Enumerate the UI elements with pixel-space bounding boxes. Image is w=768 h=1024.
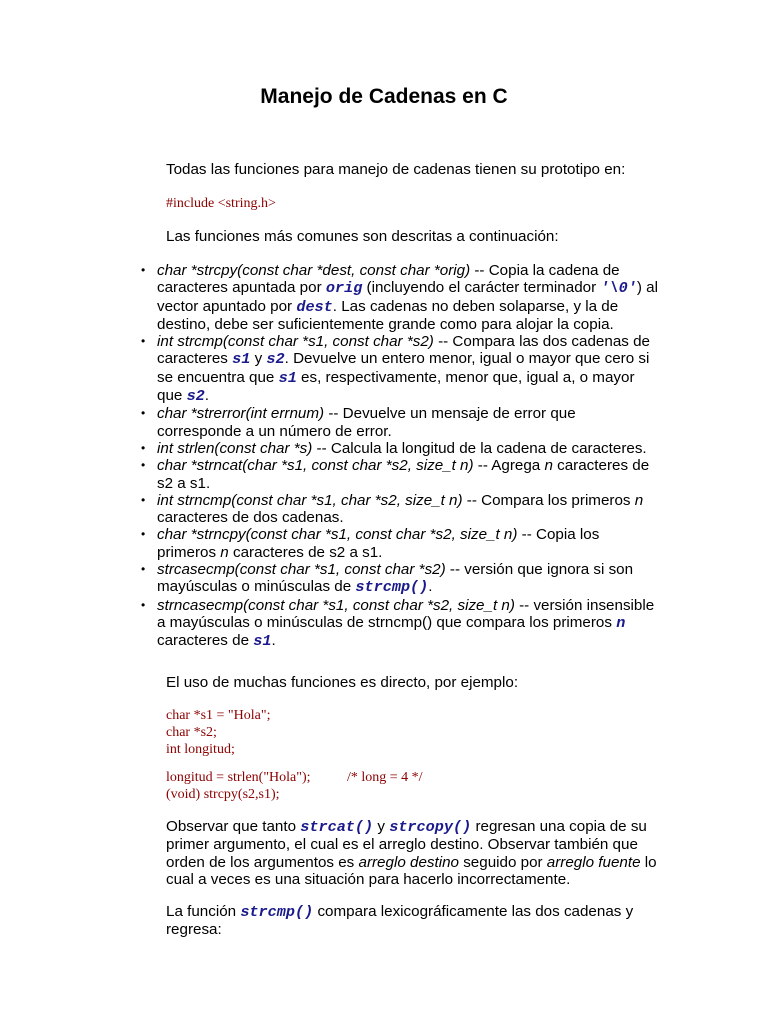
code-keyword: strcopy() [389,818,472,836]
intro-paragraph: Todas las funciones para manejo de cadenas tienen su prototipo en: [166,161,626,178]
include-line: #include <string.h> [166,196,276,211]
code-keyword: s1 [278,368,297,387]
function-signature: char *strcpy(const char *dest, const char *orig) [157,262,471,279]
code-keyword: '\0' [600,279,637,298]
text-run: lo cual a veces es una situación para hacerlo incorrectamente. [166,853,657,888]
function-description: -- Agrega [473,457,545,475]
text-run: seguido por [458,853,547,871]
function-description: (incluyendo el carácter terminador [362,279,601,297]
function-description: caracteres de s2 a s1. [157,457,650,492]
function-description: -- Calcula la longitud de la cadena de caracteres. [312,439,647,457]
page-title: Manejo de Cadenas en C [260,85,508,108]
function-description: . [204,387,210,405]
list-item [140,457,660,492]
italic-term: n [220,543,229,561]
function-description: es, respectivamente, menor que, igual a, o mayor que [157,368,635,405]
function-signature: int strlen(const char *s) [157,439,313,457]
code-keyword: strcmp() [355,578,429,597]
italic-term: n [544,457,553,475]
code-keyword: strcmp() [240,903,314,921]
function-signature: int strncmp(const char *s1, char *s2, size_t n) [157,491,463,509]
common-functions-intro: Las funciones más comunes son descritas a continuación: [166,228,559,245]
code-keyword: orig [325,279,363,298]
code-line: int longitud; [166,742,235,757]
text-run: regresan una copia de su primer argumento, el cual es el arreglo destino. Observar también que orden de los argumentos es [166,818,647,871]
code-keyword: s2 [186,387,205,406]
list-item [140,262,660,333]
bullet-icon: • [141,406,146,421]
function-description: -- Copia los primeros [157,526,600,561]
bullet-icon: • [141,263,146,277]
function-description: caracteres de s2 a s1. [228,543,383,561]
text-run: Observar que tanto [166,818,301,835]
text-run: y [373,818,390,835]
function-signature: char *strncpy(const char *s1, const char *s2, size_t n) [157,526,518,544]
code-line: (void) strcpy(s2,s1); [166,787,280,802]
function-description: -- Compara los primeros [462,491,635,509]
bullet-icon: • [141,562,146,577]
bullet-icon: • [141,492,146,507]
strcmp-paragraph [166,903,666,939]
list-item [140,405,660,440]
code-keyword: strcat() [300,818,374,836]
list-item [140,526,660,561]
italic-term: n [634,491,644,509]
function-description: -- Compara las dos cadenas de caracteres [157,333,650,368]
usage-intro: El uso de muchas funciones es directo, por ejemplo: [166,674,519,691]
function-signature: char *strerror(int errnum) [157,405,325,423]
text-run: La función [166,903,241,920]
function-description: ) al vector apuntado por [157,279,658,315]
function-signature: char *strncat(char *s1, const char *s2, size_t n) [157,457,474,475]
bullet-icon: • [141,334,146,349]
bullet-icon: • [141,440,146,455]
code-keyword: dest [296,297,333,316]
function-description: . Las cadenas no deben solaparse, y la de destino, debe ser suficientemente grande como para alojar la copia. [157,297,619,333]
list-item [140,440,660,457]
function-description: . [271,632,276,650]
list-item [140,492,660,527]
bullet-icon: • [141,527,146,542]
bullet-icon: • [141,458,146,473]
function-description: caracteres de dos cadenas. [157,509,344,527]
function-list [140,262,660,651]
code-line: char *s2; [166,725,217,740]
function-description: caracteres de [157,632,254,650]
function-description: . Devuelve un entero menor, igual o mayor que cero si se encuentra que [157,350,650,386]
list-item [140,597,660,651]
italic-term: arreglo fuente [546,853,641,871]
code-line: char *s1 = "Hola"; [166,708,271,723]
function-description: -- Devuelve un mensaje de error que corresponde a un número de error. [157,405,576,440]
list-item [140,333,660,405]
text-run: compara lexicográficamente las dos cadenas y regresa: [166,903,634,939]
function-signature: strncasecmp(const char *s1, const char *s2, size_t n) [157,596,515,614]
function-description: -- Copia la cadena de caracteres apuntada por [157,262,620,297]
code-comment: /* long = 4 */ [347,770,423,785]
function-description: y [250,350,267,368]
function-description: -- versión insensible a mayúsculas o minúsculas de strncmp() que compara los primeros [157,596,655,631]
code-line: longitud = strlen("Hola"); [166,770,311,785]
function-description: . [428,578,433,596]
bullet-icon: • [141,597,146,612]
code-keyword: s1 [232,350,251,369]
code-keyword: n [616,613,626,632]
italic-term: arreglo destino [358,853,459,871]
function-signature: int strcmp(const char *s1, const char *s2) [157,333,434,351]
code-keyword: s2 [266,350,285,369]
observe-paragraph [166,818,666,888]
function-signature: strcasecmp(const char *s1, const char *s2) [157,561,446,579]
code-keyword: s1 [253,632,272,651]
list-item [140,561,660,597]
function-description: -- versión que ignora si son mayúsculas o minúsculas de [157,561,634,596]
